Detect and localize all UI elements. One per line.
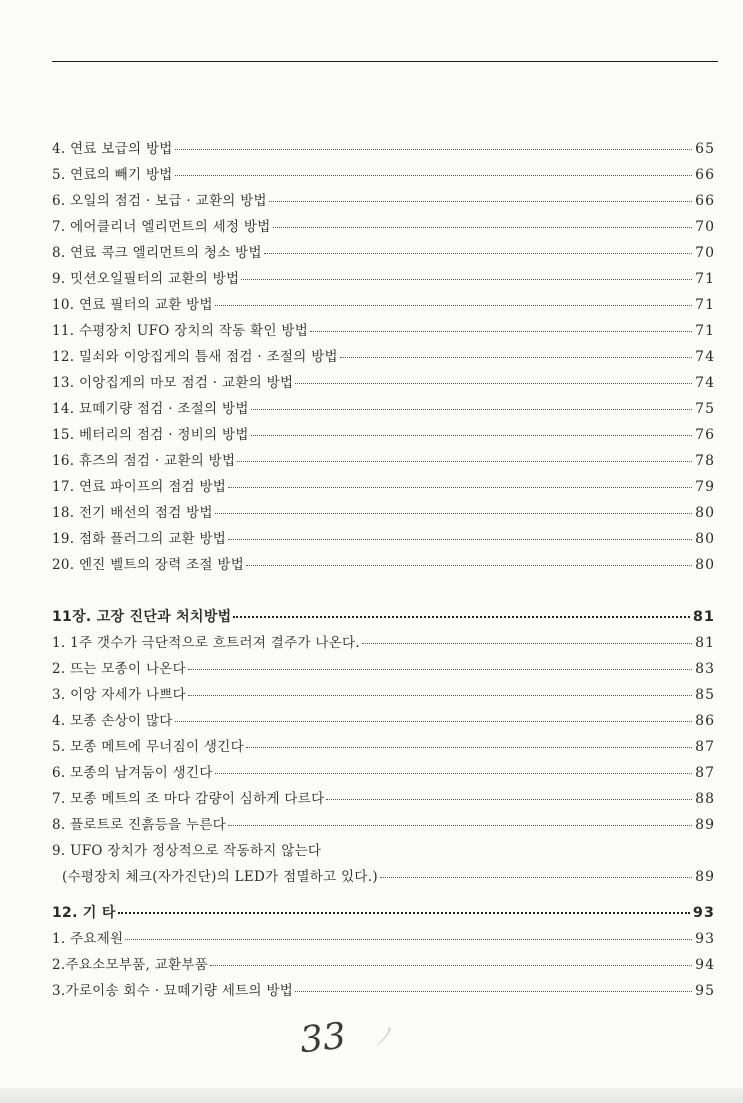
toc-entry-title: 10. 연료 필터의 교환 방법 <box>52 297 213 313</box>
toc-entry-title: 6. 모종의 남겨둠이 생긴다 <box>52 765 213 781</box>
toc-entry-title: 16. 휴즈의 점검 · 교환의 방법 <box>52 453 236 469</box>
toc-entry-page: 66 <box>695 167 715 183</box>
toc-entry-page: 89 <box>695 869 715 885</box>
dot-leader <box>246 747 692 748</box>
toc-entry[interactable] <box>52 658 715 680</box>
toc-entry[interactable] <box>52 346 715 368</box>
dot-leader <box>326 799 692 800</box>
dot-leader <box>228 487 692 488</box>
dot-leader <box>175 149 693 150</box>
toc-entry-page: 80 <box>695 505 715 521</box>
toc-entry[interactable] <box>52 762 715 784</box>
dot-leader <box>264 253 692 254</box>
dot-leader <box>215 513 692 514</box>
toc-entry-page: 86 <box>695 713 715 729</box>
toc-entry-title: 6. 오일의 점검 · 보급 · 교환의 방법 <box>52 193 267 209</box>
dot-leader <box>241 279 692 280</box>
toc-entry[interactable] <box>52 450 715 472</box>
dot-leader <box>118 912 690 914</box>
toc-entry-page: 70 <box>695 245 715 261</box>
scan-edge <box>0 1088 743 1103</box>
dot-leader <box>273 227 693 228</box>
toc-entry-title: 2. 뜨는 모종이 나온다 <box>52 661 186 677</box>
toc-entry[interactable] <box>52 840 715 862</box>
toc-entry-page: 71 <box>695 323 715 339</box>
toc-entry-title: 8. 플로트로 진흙등을 누른다 <box>52 817 227 833</box>
toc-entry-title: 4. 모종 손상이 많다 <box>52 713 173 729</box>
toc-entry[interactable] <box>52 268 715 290</box>
toc-entry-title: 3.가로이송 회수 · 묘떼기량 세트의 방법 <box>52 983 294 999</box>
toc-entry-title: 18. 전기 배선의 점검 방법 <box>52 505 213 521</box>
toc-entry-title: 8. 연료 콕크 엘리먼트의 청소 방법 <box>52 245 262 261</box>
toc-entry[interactable] <box>52 788 715 810</box>
toc-entry-page: 88 <box>695 791 715 807</box>
toc-entry[interactable] <box>52 164 715 186</box>
toc-entry-page: 80 <box>695 531 715 547</box>
toc-entry-page: 76 <box>695 427 715 443</box>
toc-entry-page: 75 <box>695 401 715 417</box>
dot-leader <box>188 695 692 696</box>
toc-entry-title: 7. 모종 메트의 조 마다 감량이 심하게 다르다 <box>52 791 325 807</box>
toc-entry-title: 12. 밀쇠와 이앙집게의 틈새 점검 · 조절의 방법 <box>52 349 338 365</box>
dot-leader <box>251 409 693 410</box>
toc-entry-page: 83 <box>695 661 715 677</box>
dot-leader <box>233 616 689 618</box>
toc-entry[interactable] <box>52 554 715 576</box>
dot-leader <box>210 965 692 966</box>
toc-entry-title: 4. 연료 보급의 방법 <box>52 141 173 157</box>
top-rule <box>52 61 718 62</box>
toc-entry-page: 87 <box>695 765 715 781</box>
toc-entry[interactable] <box>52 398 715 420</box>
toc-entry-continuation[interactable] <box>62 866 715 888</box>
chapter-title: 12. 기 타 <box>52 905 116 921</box>
dot-leader <box>125 939 692 940</box>
dot-leader <box>362 643 692 644</box>
toc-entry[interactable] <box>52 954 715 976</box>
toc-entry[interactable] <box>52 814 715 836</box>
dot-leader <box>310 331 692 332</box>
toc-entry[interactable] <box>52 528 715 550</box>
chapter-page: 81 <box>692 609 715 625</box>
toc-entry-page: 70 <box>695 219 715 235</box>
toc-entry-page: 71 <box>695 271 715 287</box>
dot-leader <box>215 773 693 774</box>
toc-entry-title: 7. 에어클리너 엘리먼트의 세정 방법 <box>52 219 271 235</box>
toc-entry[interactable] <box>52 138 715 160</box>
toc-entry-title: 5. 연료의 빼기 방법 <box>52 167 173 183</box>
toc-entry-page: 78 <box>695 453 715 469</box>
toc-entry[interactable] <box>52 476 715 498</box>
toc-entry[interactable] <box>52 320 715 342</box>
toc-entry-title: 13. 이앙집게의 마모 점검 · 교환의 방법 <box>52 375 294 391</box>
toc-entry[interactable] <box>52 980 715 1002</box>
toc-entry[interactable] <box>52 216 715 238</box>
handwritten-faint-mark: ノ <box>370 1023 397 1052</box>
toc-entry[interactable] <box>52 684 715 706</box>
chapter-title: 11장. 고장 진단과 처치방법 <box>52 609 232 625</box>
toc-entry[interactable] <box>52 632 715 654</box>
toc-entry-page: 79 <box>695 479 715 495</box>
toc-entry-title: 5. 모종 메트에 무너짐이 생긴다 <box>52 739 244 755</box>
toc-entry-page: 74 <box>695 375 715 391</box>
toc-entry[interactable] <box>52 502 715 524</box>
dot-leader <box>269 201 692 202</box>
dot-leader <box>228 825 692 826</box>
toc-entry-page: 71 <box>695 297 715 313</box>
dot-leader <box>188 669 692 670</box>
toc-entry-page: 80 <box>695 557 715 573</box>
toc-entry-title: 1. 주요제원 <box>52 931 124 947</box>
handwritten-page-number: 33 <box>297 1015 348 1062</box>
dot-leader <box>380 877 692 878</box>
chapter-heading-11[interactable] <box>52 606 715 628</box>
dot-leader <box>251 435 693 436</box>
toc-entry-page: 95 <box>695 983 715 999</box>
toc-entry[interactable] <box>52 710 715 732</box>
dot-leader <box>295 383 692 384</box>
toc-entry[interactable] <box>52 294 715 316</box>
toc-entry-page: 87 <box>695 739 715 755</box>
toc-entry[interactable] <box>52 190 715 212</box>
dot-leader <box>175 175 693 176</box>
toc-entry[interactable] <box>52 372 715 394</box>
toc-entry-page: 74 <box>695 349 715 365</box>
toc-entry-title: (수평장치 체크(자가진단)의 LED가 점멸하고 있다.) <box>62 869 378 885</box>
toc-entry-title: 19. 점화 플러그의 교환 방법 <box>52 531 227 547</box>
toc-entry-page: 94 <box>695 957 715 973</box>
toc-entry-title: 9. 밋션오일필터의 교환의 방법 <box>52 271 240 287</box>
toc-entry-title: 17. 연료 파이프의 점검 방법 <box>52 479 227 495</box>
dot-leader <box>295 991 692 992</box>
dot-leader <box>215 305 692 306</box>
dot-leader <box>246 565 692 566</box>
toc-entry[interactable] <box>52 424 715 446</box>
toc-entry-title: 2.주요소모부품, 교환부품 <box>52 957 209 973</box>
toc-entry[interactable] <box>52 242 715 264</box>
toc-entry-title: 15. 베터리의 점검 · 정비의 방법 <box>52 427 249 443</box>
toc-entry-page: 93 <box>695 931 715 947</box>
dot-leader <box>228 539 692 540</box>
toc-entry[interactable] <box>52 736 715 758</box>
toc-entry-title: 14. 묘떼기량 점검 · 조절의 방법 <box>52 401 249 417</box>
toc-entry[interactable] <box>52 928 715 950</box>
toc-entry-title: 9. UFO 장치가 정상적으로 작동하지 않는다 <box>52 843 322 859</box>
dot-leader <box>340 357 692 358</box>
chapter-page: 93 <box>692 905 715 921</box>
toc-entry-page: 85 <box>695 687 715 703</box>
toc-entry-page: 65 <box>695 141 715 157</box>
chapter-heading-12[interactable] <box>52 902 715 924</box>
toc-entry-page: 66 <box>695 193 715 209</box>
dot-leader <box>175 721 693 722</box>
toc-entry-page: 89 <box>695 817 715 833</box>
dot-leader <box>237 461 692 462</box>
toc-entry-page: 81 <box>695 635 715 651</box>
toc-entry-title: 1. 1주 갯수가 극단적으로 흐트러져 결주가 나온다. <box>52 635 360 651</box>
toc-entry-title: 20. 엔진 벨트의 장력 조절 방법 <box>52 557 245 573</box>
toc-entry-title: 3. 이앙 자세가 나쁘다 <box>52 687 186 703</box>
toc-entry-title: 11. 수평장치 UFO 장치의 작동 확인 방법 <box>52 323 309 339</box>
